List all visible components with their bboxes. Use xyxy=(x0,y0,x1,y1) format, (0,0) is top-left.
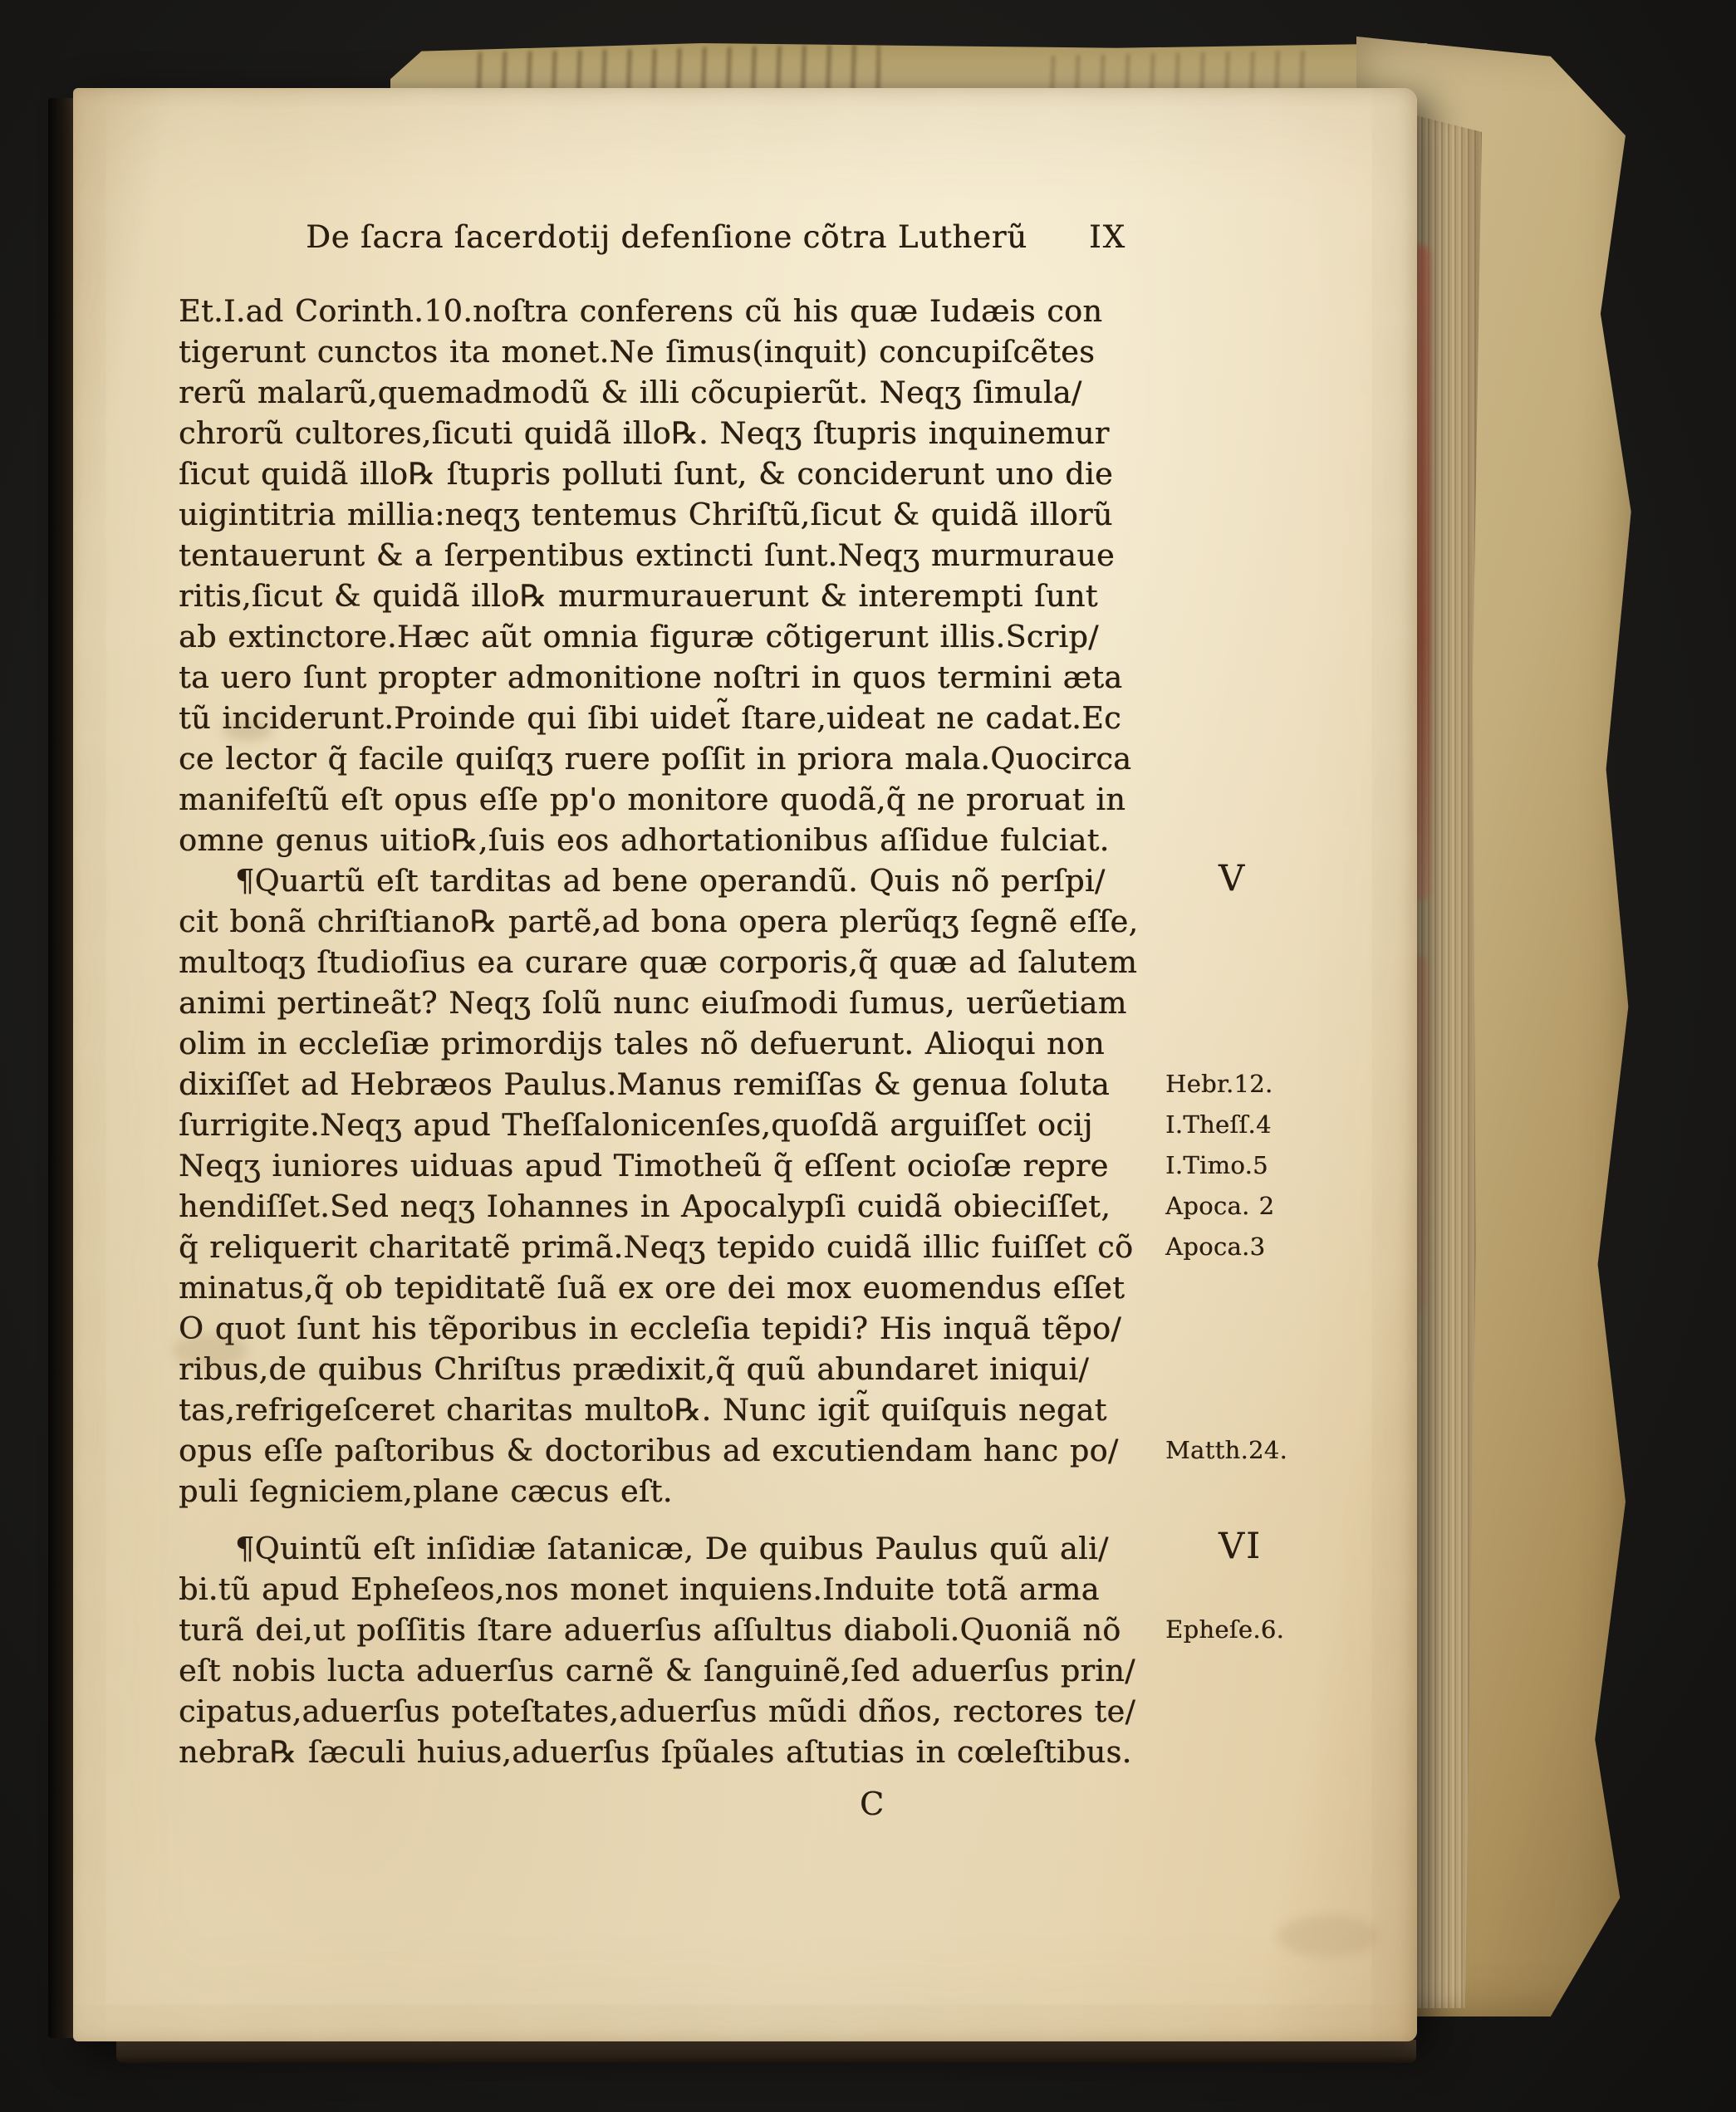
text-line xyxy=(179,331,1375,372)
text-line xyxy=(179,657,1375,698)
book-page xyxy=(73,88,1417,2041)
text-line xyxy=(179,494,1375,535)
paragraph-3 xyxy=(179,1528,1375,1772)
text-line-content: bi.tũ apud Epheſeos,nos monet inquiens.Induite totã arma xyxy=(179,1571,1100,1607)
text-line xyxy=(179,1145,1375,1186)
text-line xyxy=(179,942,1375,982)
text-block xyxy=(179,291,1375,1772)
text-line-content: tentauerunt & a ſerpentibus extincti ſunt.Neqʒ murmuraue xyxy=(179,537,1116,573)
text-line xyxy=(179,576,1375,616)
paper-blemish xyxy=(1277,1915,1377,1957)
text-line-content: uigintitria millia:neqʒ tentemus Chriſtũ,ſicut & quidã illorũ xyxy=(179,497,1113,532)
text-line xyxy=(179,616,1375,657)
text-line-content: ſurrigite.Neqʒ apud Theſſalonicenſes,quoſdã arguiſſet ocij xyxy=(179,1107,1093,1143)
text-line xyxy=(179,820,1375,860)
text-line-content: manifeſtũ eſt opus eſſe pp'o monitore quodã,q̃ ne proruat in xyxy=(179,782,1126,817)
running-header xyxy=(179,219,1155,261)
running-header-title: De ſacra ſacerdotij defenſione cõtra Lutherũ xyxy=(306,219,1027,255)
text-line xyxy=(179,1430,1375,1471)
text-line-content: ſicut quidã illo℞ ſtupris polluti ſunt, & conciderunt uno die xyxy=(179,456,1113,492)
text-line xyxy=(179,1349,1375,1389)
margin-scripture-reference: Apoca. 2 xyxy=(1165,1192,1275,1220)
text-line xyxy=(179,291,1375,331)
text-line xyxy=(179,1691,1375,1732)
text-line-content: ritis,ſicut & quidã illo℞ murmurauerunt & interempti ſunt xyxy=(179,578,1098,614)
text-line-content: Et.I.ad Corinth.10.noſtra conferens cũ his quæ Iudæis con xyxy=(179,293,1103,329)
text-line xyxy=(179,1105,1375,1145)
text-line xyxy=(179,372,1375,413)
text-line-content: chrorũ cultores,ſicuti quidã illo℞. Neqʒ ſtupris inquinemur xyxy=(179,415,1110,451)
text-line xyxy=(179,1023,1375,1064)
text-line-content: tas,refrigeſceret charitas multo℞. Nunc igit̃ quiſquis negat xyxy=(179,1392,1107,1428)
text-line xyxy=(179,1308,1375,1349)
text-line xyxy=(179,1267,1375,1308)
text-line-content: opus eſſe paſtoribus & doctoribus ad excutiendam hanc po/ xyxy=(179,1433,1119,1468)
signature-line xyxy=(179,1782,1155,1825)
text-line xyxy=(179,1569,1375,1610)
text-line xyxy=(179,982,1375,1023)
paragraph-1 xyxy=(179,291,1375,860)
text-line xyxy=(179,901,1375,942)
text-line xyxy=(179,413,1375,453)
text-line-content: hendiſſet.Sed neqʒ Iohannes in Apocalypſi cuidã obieciſſet, xyxy=(179,1188,1111,1224)
text-line xyxy=(179,1650,1375,1691)
text-line-content: eſt nobis lucta aduerſus carnẽ & ſanguinẽ,ſed aduerſus prin/ xyxy=(179,1653,1135,1688)
text-line-content: tũ inciderunt.Proinde qui ſibi uidet̃ ſtare,uideat ne cadat.Ec xyxy=(179,700,1121,736)
margin-section-number: V xyxy=(1219,858,1247,899)
text-line xyxy=(179,1389,1375,1430)
margin-scripture-reference: Matth.24. xyxy=(1165,1436,1288,1464)
bottom-page-edges xyxy=(116,2040,1416,2063)
text-line xyxy=(179,1732,1375,1772)
text-line-content: ¶Quintũ eſt inſidiæ ſatanicæ, De quibus Paulus quũ ali/ xyxy=(235,1531,1109,1566)
text-line-content: puli ſegniciem,plane cæcus eſt. xyxy=(179,1473,673,1509)
paragraph-2 xyxy=(179,860,1375,1512)
text-line-content: q̃ reliquerit charitatẽ primã.Neqʒ tepido cuidã illic fuiſſet cõ xyxy=(179,1229,1134,1265)
text-line xyxy=(179,1471,1375,1512)
text-line xyxy=(179,1227,1375,1267)
margin-scripture-reference: Epheſe.6. xyxy=(1165,1615,1285,1644)
text-line-content: ribus,de quibus Chriſtus prædixit,q̃ quũ abundaret iniqui/ xyxy=(179,1351,1090,1387)
margin-scripture-reference: Apoca.3 xyxy=(1165,1232,1266,1261)
text-line-content: olim in eccleſiæ primordijs tales nõ defuerunt. Alioqui non xyxy=(179,1026,1105,1061)
text-line xyxy=(179,698,1375,738)
text-line-content: nebra℞ ſæculi huius,aduerſus ſpũales aſtutias in cœleſtibus. xyxy=(179,1734,1132,1770)
text-line xyxy=(179,1064,1375,1105)
text-line xyxy=(179,1186,1375,1227)
text-line xyxy=(179,535,1375,576)
margin-scripture-reference: Hebr.12. xyxy=(1165,1070,1273,1098)
text-line xyxy=(179,738,1375,779)
text-line xyxy=(179,779,1375,820)
text-line xyxy=(179,860,1375,901)
text-line-content: dixiſſet ad Hebræos Paulus.Manus remiſſas & genua ſoluta xyxy=(179,1066,1111,1102)
margin-scripture-reference: I.Timo.5 xyxy=(1165,1151,1268,1179)
text-line xyxy=(179,453,1375,494)
text-line-content: ce lector q̃ facile quiſqʒ ruere poſſit in priora mala.Quocirca xyxy=(179,741,1132,777)
text-line-content: multoqʒ ſtudioſius ea curare quæ corporis,q̃ quæ ad ſalutem xyxy=(179,944,1138,980)
text-line-content: cit bonã chriſtiano℞ partẽ,ad bona opera plerũqʒ ſegnẽ eſſe, xyxy=(179,904,1139,939)
text-line xyxy=(179,1610,1375,1650)
text-line xyxy=(179,1528,1375,1569)
text-line-content: minatus,q̃ ob tepiditatẽ ſuã ex ore dei mox euomendus eſſet xyxy=(179,1270,1125,1306)
book-spine-shadow xyxy=(48,98,75,2038)
margin-scripture-reference: I.Theſſ.4 xyxy=(1165,1110,1272,1139)
text-line-content: Neqʒ iuniores uiduas apud Timotheũ q̃ eſſent ocioſæ repre xyxy=(179,1148,1109,1183)
text-line-content: tigerunt cunctos ita monet.Ne ſimus(inquit) concupiſcẽtes xyxy=(179,334,1096,370)
margin-section-number: VI xyxy=(1219,1526,1263,1567)
text-line-content: cipatus,aduerſus poteſtates,aduerſus mũdi dños, rectores te/ xyxy=(179,1693,1136,1729)
page-number: IX xyxy=(1089,219,1126,255)
text-line-content: omne genus uitio℞,ſuis eos adhortationibus aſſidue fulciat. xyxy=(179,822,1110,858)
signature-mark: C xyxy=(860,1786,885,1822)
text-line-content: O quot ſunt his tẽporibus in eccleſia tepidi? His inquã tẽpo/ xyxy=(179,1311,1122,1346)
text-line-content: ab extinctore.Hæc aũt omnia figuræ cõtigerunt illis.Scrip/ xyxy=(179,619,1099,654)
text-line-content: rerũ malarũ,quemadmodũ & illi cõcupierũt. Neqʒ ſimula/ xyxy=(179,375,1082,410)
text-line-content: animi pertineãt? Neqʒ ſolũ nunc eiuſmodi ſumus, uerũetiam xyxy=(179,985,1127,1021)
page-content xyxy=(179,88,1375,1825)
text-line-content: ta uero ſunt propter admonitione noſtri in quos termini æta xyxy=(179,659,1123,695)
text-line-content: ¶Quartũ eſt tarditas ad bene operandũ. Quis nõ perſpi/ xyxy=(235,863,1106,899)
text-line-content: turã dei,ut poſſitis ſtare aduerſus aſſultus diaboli.Quoniã nõ xyxy=(179,1612,1121,1648)
